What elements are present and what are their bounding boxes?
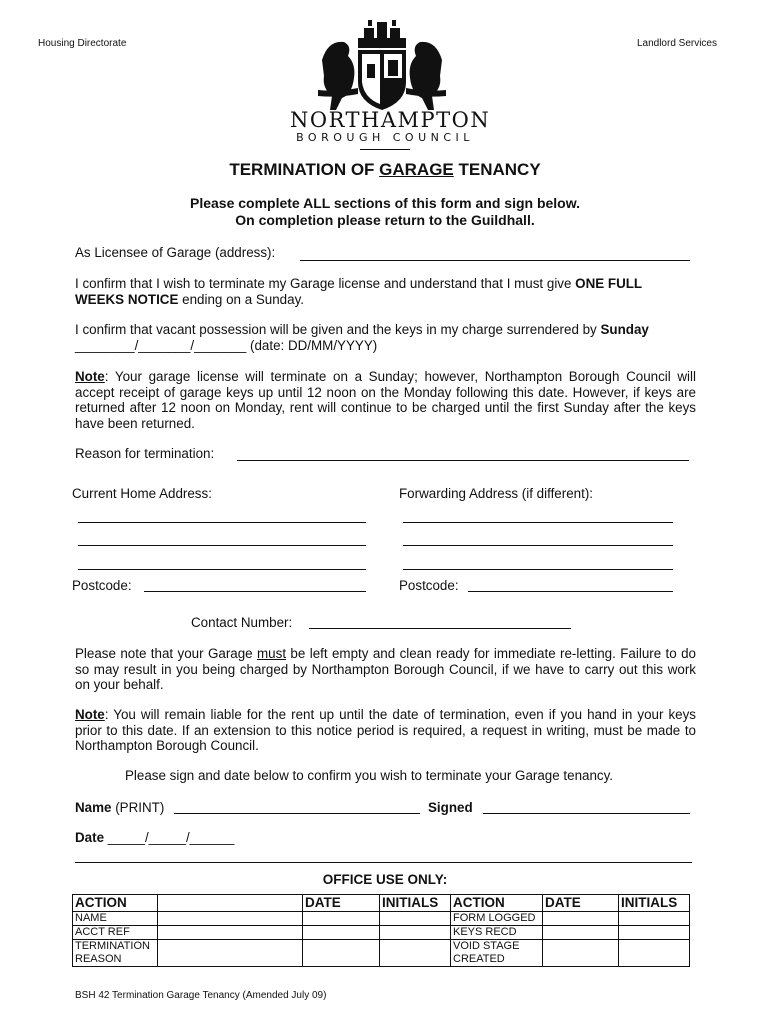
header-initials-left: INITIALS [380, 895, 451, 912]
section-divider [75, 862, 692, 863]
confirm1-tail: ending on a Sunday. [178, 291, 304, 307]
office-row-2 [73, 926, 690, 940]
forwarding-postcode-label: Postcode: [399, 578, 459, 593]
council-subtitle: BOROUGH COUNCIL [296, 131, 474, 144]
forwarding-address-line-2[interactable] [403, 545, 673, 546]
current-address-line-1[interactable] [78, 522, 366, 523]
right-action-cell [451, 940, 543, 967]
initials-cell[interactable] [380, 940, 451, 967]
current-address-line-3[interactable] [78, 569, 366, 570]
blank-cell[interactable] [158, 926, 303, 940]
confirm-notice-para [75, 276, 696, 307]
forwarding-address-line-3[interactable] [403, 569, 673, 570]
left-action-cell: ACCT REF [73, 926, 158, 940]
date-cell[interactable] [543, 926, 619, 940]
reason-field[interactable] [237, 460, 689, 461]
blank-cell[interactable] [158, 940, 303, 967]
header-blank [158, 895, 303, 912]
form-reference-footer: BSH 42 Termination Garage Tenancy (Amended July 09) [75, 990, 327, 1001]
confirm-possession-para [75, 322, 696, 338]
name-field[interactable] [174, 813, 420, 814]
form-title [0, 160, 770, 180]
contact-number-field[interactable] [309, 628, 571, 629]
header-date-right: DATE [543, 895, 619, 912]
initials-cell[interactable] [380, 912, 451, 926]
initials-cell[interactable] [619, 926, 690, 940]
initials-cell[interactable] [380, 926, 451, 940]
date-label: Date [75, 830, 105, 845]
note1-text: : Your garage license will terminate on a Sunday; however, Northampton Borough Council will accept receipt of garage keys up until 12 noon on the Monday following this date. However, if keys are returned after 12 noon on Monday, rent will continue to be charged until the first Sunday after the keys have been returned. [75, 369, 696, 431]
council-crest-logo [318, 20, 446, 112]
right-action-line2: CREATED [453, 953, 505, 965]
header-right: Landlord Services [636, 38, 717, 49]
header-action-left: ACTION [73, 895, 158, 912]
possession-date-field[interactable]: ________/_______/_______ (date: DD/MM/YYYY) [75, 338, 378, 353]
notice-pre: Please note that your Garage [75, 646, 258, 661]
left-action-cell: NAME [73, 912, 158, 926]
confirm1-bold2: WEEKS NOTICE [75, 291, 179, 307]
header-action-right: ACTION [451, 895, 543, 912]
sign-prompt: Please sign and date below to confirm you wish to terminate your Garage tenancy. [125, 768, 614, 783]
date-cell[interactable] [303, 940, 380, 967]
name-label: Name [75, 800, 112, 815]
instructions [0, 195, 770, 229]
licensee-address-field[interactable] [300, 260, 690, 261]
note-liability-para [75, 707, 696, 754]
initials-cell[interactable] [619, 912, 690, 926]
confirm1-bold1: ONE FULL [575, 276, 643, 291]
left-action-cell [73, 940, 158, 967]
title-pre: TERMINATION OF [229, 160, 380, 179]
note2-text: : You will remain liable for the rent up until the date of termination, even if you hand in your keys prior to this date. If an extension to this notice period is required, a request in writing, must be made to Northampton Borough Council. [75, 707, 696, 753]
forwarding-address-line-1[interactable] [403, 522, 673, 523]
forwarding-address-label: Forwarding Address (if different): [399, 486, 594, 501]
left-action-line1: TERMINATION [75, 940, 150, 952]
office-table-header-row [73, 895, 690, 912]
contact-label: Contact Number: [191, 615, 293, 630]
header-date-left: DATE [303, 895, 380, 912]
current-postcode-field[interactable] [144, 591, 366, 592]
office-row-1 [73, 912, 690, 926]
note1-label: Note [75, 369, 105, 384]
signature-field[interactable] [483, 813, 690, 814]
logo-rule [360, 149, 410, 150]
current-address-line-2[interactable] [78, 545, 366, 546]
signed-label: Signed [428, 800, 473, 815]
licensee-label: As Licensee of Garage (address): [75, 245, 276, 260]
confirm1-text: I confirm that I wish to terminate my Garage license and understand that I must give [75, 276, 576, 291]
note-license-para [75, 369, 696, 431]
header-left: Housing Directorate [38, 38, 127, 49]
empty-garage-para [75, 646, 696, 693]
current-postcode-label: Postcode: [72, 578, 132, 593]
blank-cell[interactable] [158, 912, 303, 926]
confirm2-bold: Sunday [600, 322, 649, 337]
office-row-3 [73, 940, 690, 967]
date-field[interactable]: _____/_____/______ [104, 830, 235, 845]
title-emph: GARAGE [379, 160, 454, 179]
forwarding-postcode-field[interactable] [468, 591, 673, 592]
date-cell[interactable] [543, 912, 619, 926]
council-name: NORTHAMPTON [290, 108, 491, 132]
instructions-line2: On completion please return to the Guildhall. [235, 212, 535, 228]
notice-must: must [257, 646, 287, 661]
notice-post: be left empty and clean ready for immediate re-letting. Failure to do so may result in you being charged by Northampton Borough Council, if we have to carry out this work on your behalf. [75, 646, 697, 692]
right-action-cell: KEYS RECD [451, 926, 543, 940]
right-action-cell: FORM LOGGED [451, 912, 543, 926]
left-action-line2: REASON [75, 953, 122, 965]
header-initials-right: INITIALS [619, 895, 690, 912]
date-cell[interactable] [543, 940, 619, 967]
date-group [75, 830, 234, 846]
instructions-line1: Please complete ALL sections of this form and sign below. [189, 195, 580, 211]
name-label-group [75, 800, 164, 816]
initials-cell[interactable] [619, 940, 690, 967]
confirm2-text: I confirm that vacant possession will be given and the keys in my charge surrendered by [75, 322, 601, 337]
office-use-heading: OFFICE USE ONLY: [322, 872, 448, 887]
reason-label: Reason for termination: [75, 446, 215, 461]
title-post: TENANCY [453, 160, 541, 179]
date-cell[interactable] [303, 912, 380, 926]
name-print-label: (PRINT) [111, 800, 165, 815]
right-action-line1: VOID STAGE [453, 940, 520, 952]
note2-label: Note [75, 707, 105, 722]
date-cell[interactable] [303, 926, 380, 940]
current-address-label: Current Home Address: [72, 486, 212, 501]
office-use-table [72, 894, 690, 967]
